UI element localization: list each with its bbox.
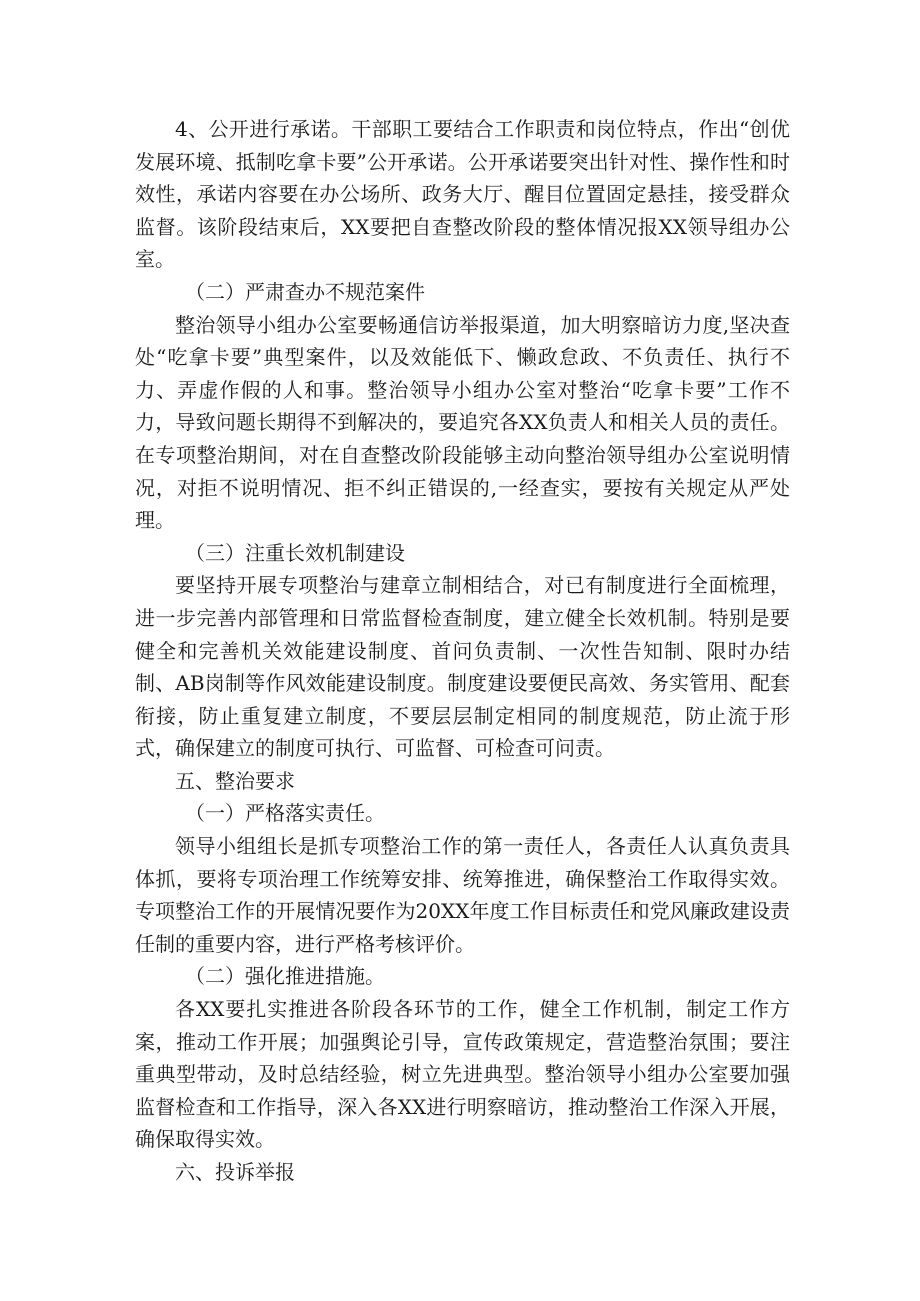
paragraph-investigate-cases: 整治领导小组办公室要畅通信访举报渠道，加大明察暗访力度,坚决查处“吃拿卡要”典型案件，以及效能低下、懒政怠政、不负责任、执行不力、弄虚作假的人和事。整治领导小组办公室对整治“吃拿卡要”工作不力，导致问题长期得不到解决的，要追究各XX负责人和相关人员的责任。在专项整治期间，对在自查整改阶段能够主动向整治领导组办公室说明情况，对拒不说明情况、拒不纠正错误的,一经查实，要按有关规定从严处理。 (135, 312, 790, 533)
document-body (135, 113, 790, 1189)
heading-complaints-reports: 六、投诉举报 (175, 1160, 295, 1184)
paragraph-public-commitment: 4、公开进行承诺。干部职工要结合工作职责和岗位特点，作出“创优发展环境、抵制吃拿卡要”公开承诺。公开承诺要突出针对性、操作性和时效性，承诺内容要在办公场所、政务大厅、醒目位置固定悬挂，接受群众监督。该阶段结束后，XX要把自查整改阶段的整体情况报XX领导组办公室。 (135, 117, 790, 272)
subheading-implement-responsibility: （一）严格落实责任。 (185, 801, 385, 826)
heading-rectification-requirements: 五、整治要求 (175, 768, 295, 793)
subheading-long-term-mechanism: （三）注重长效机制建设 (185, 540, 405, 565)
subheading-investigate-cases: （二）严肃查办不规范案件 (185, 279, 425, 304)
paragraph-strengthen-measures: 各XX要扎实推进各阶段各环节的工作，健全工作机制，制定工作方案，推动工作开展；加强舆论引导，宣传政策规定，营造整治氛围；要注重典型带动，及时总结经验，树立先进典型。整治领导小组办公室要加强监督检查和工作指导，深入各XX进行明察暗访，推动整治工作深入开展，确保取得实效。 (135, 997, 790, 1152)
paragraph-long-term-mechanism: 要坚持开展专项整治与建章立制相结合，对已有制度进行全面梳理，进一步完善内部管理和日常监督检查制度，建立健全长效机制。特别是要健全和完善机关效能建设制度、首问负责制、一次性告知制、限时办结制、AB岗制等作风效能建设制度。制度建设要便民高效、务实管用、配套衔接，防止重复建立制度，不要层层制定相同的制度规范，防止流于形式，确保建立的制度可执行、可监督、可检查可问责。 (135, 573, 790, 761)
paragraph-implement-responsibility: 领导小组组长是抓专项整治工作的第一责任人，各责任人认真负责具体抓，要将专项治理工作统筹安排、统筹推进，确保整治工作取得实效。专项整治工作的开展情况要作为20XX年度工作目标责任和党风廉政建设责任制的重要内容，进行严格考核评价。 (135, 834, 790, 956)
subheading-strengthen-measures: （二）强化推进措施。 (185, 964, 385, 989)
